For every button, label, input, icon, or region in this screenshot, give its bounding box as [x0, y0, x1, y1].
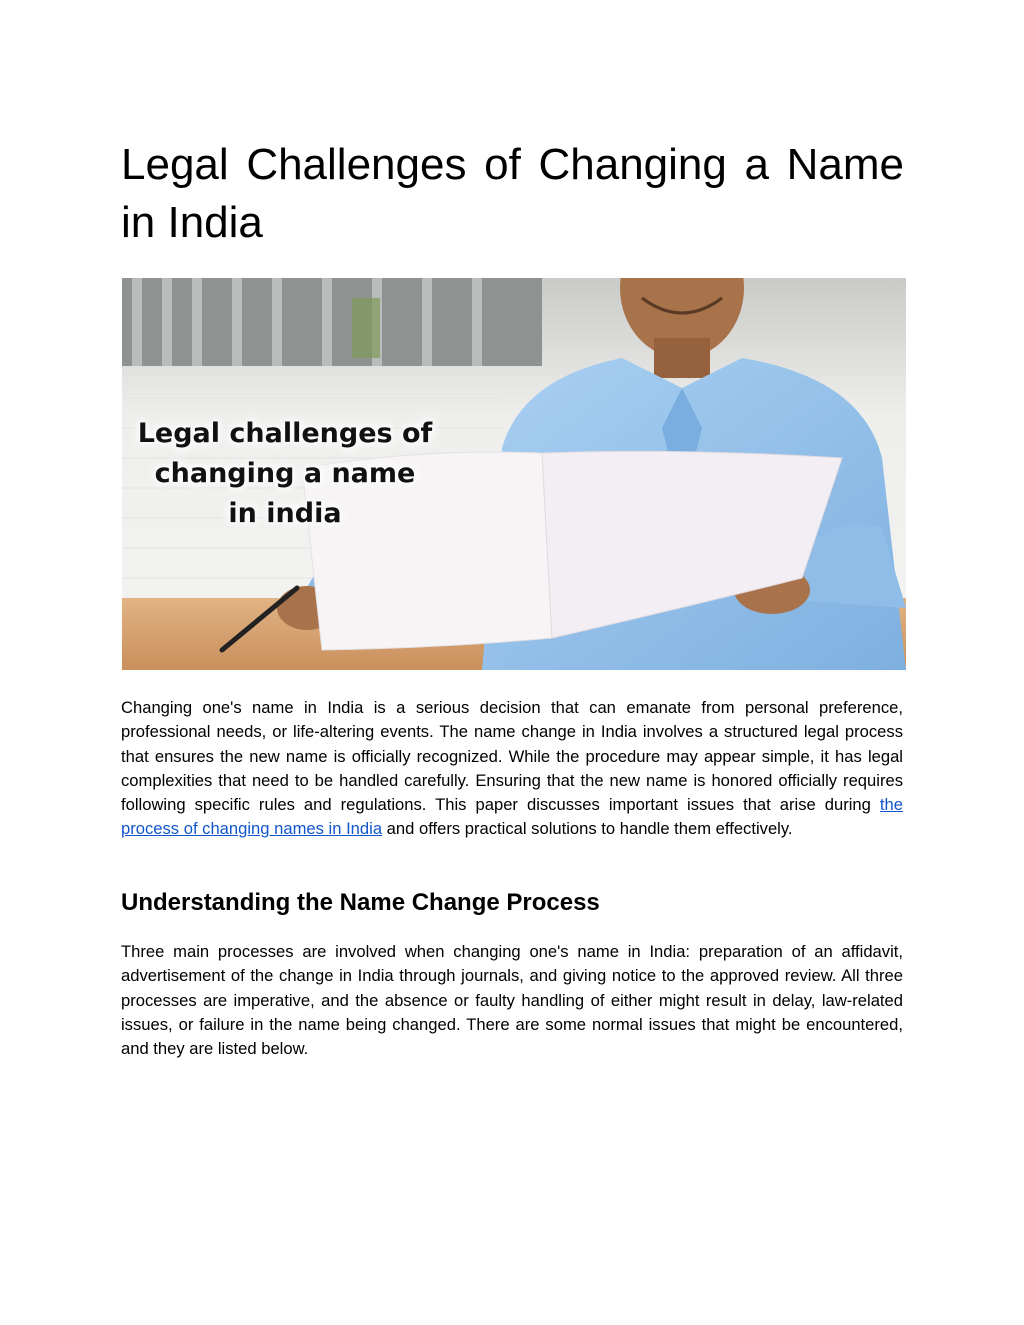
- page-title: Legal Challenges of Changing a Name in India: [121, 140, 904, 247]
- intro-text-after-link: and offers practical solutions to handle them effectively.: [382, 819, 793, 839]
- section-heading: Understanding the Name Change Process: [121, 889, 600, 916]
- hero-overlay-text: [122, 414, 448, 534]
- hero-overlay-line: Legal challenges of: [137, 418, 433, 449]
- name-change-process-link[interactable]: the process of changing names in India: [121, 795, 903, 839]
- hero-overlay-line: changing a name: [154, 458, 416, 489]
- hero-overlay-line: in india: [228, 498, 342, 529]
- section-paragraph: Three main processes are involved when changing one's name in India: preparation of an affidavit, advertisement of the change in India through journals, and giving notice to the approved review. All three processes are imperative, and the absence or faulty handling of either might result in delay, law-related issues, or failure in the name being changed. There are some normal issues that might be encountered, and they are listed below.: [121, 942, 903, 1059]
- intro-text-before-link: Changing one's name in India is a serious decision that can emanate from personal preference, professional needs, or life-altering events. The name change in India involves a structured legal process that ensures the new name is officially recognized. While the procedure may appear simple, it has legal complexities that need to be handled carefully. Ensuring that the new name is honored officially requires following specific rules and regulations. This paper discusses important issues that arise during: [121, 698, 903, 815]
- intro-paragraph: [121, 696, 903, 842]
- hero-image: [122, 278, 906, 670]
